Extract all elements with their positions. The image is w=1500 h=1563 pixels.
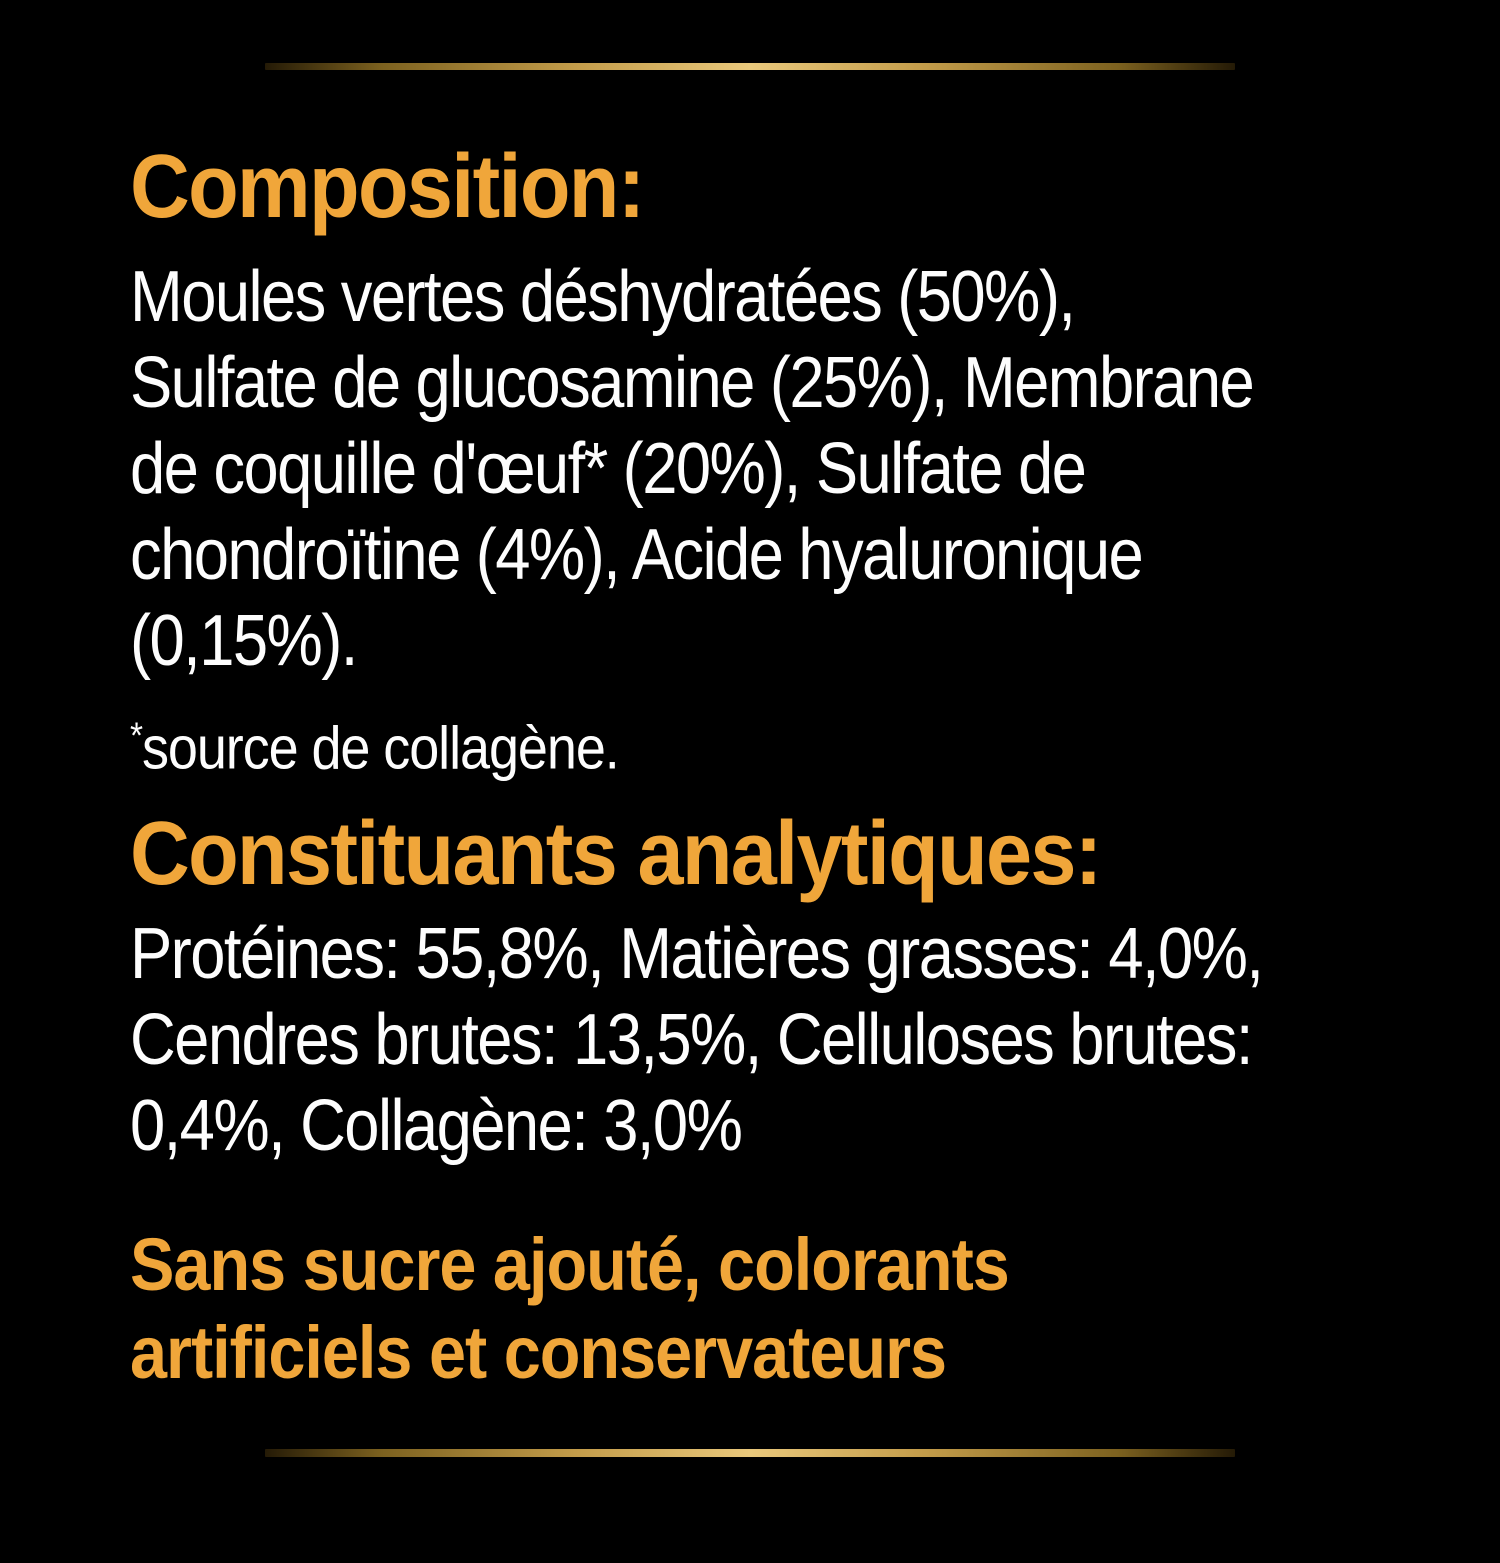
- label-panel: [0, 63, 1500, 1457]
- ingredients-line-5: (0,15%).: [130, 601, 357, 681]
- composition-heading: Composition:: [130, 137, 644, 237]
- analytical-line-1: Protéines: 55,8%, Matières grasses: 4,0%,: [130, 914, 1263, 995]
- divider-bottom: [265, 1449, 1235, 1457]
- analytical-constituents: [130, 911, 1309, 1169]
- divider-top: [265, 63, 1235, 70]
- ingredients-line-4: chondroïtine (4%), Acide hyaluronique: [130, 515, 1143, 595]
- ingredients-line-1: Moules vertes déshydratées (50%),: [130, 257, 1075, 337]
- ingredients-line-3: de coquille d'œuf* (20%), Sulfate de: [130, 429, 1086, 509]
- composition-ingredients: [130, 254, 1309, 684]
- no-additives-claim: [130, 1221, 1336, 1397]
- claim-line-1: Sans sucre ajouté, colorants: [130, 1223, 1009, 1307]
- analytical-heading: Constituants analytiques:: [130, 804, 1101, 905]
- ingredients-line-2: Sulfate de glucosamine (25%), Membrane: [130, 343, 1254, 423]
- footnote-text: source de collagène.: [141, 714, 619, 782]
- footnote-asterisk: *: [130, 714, 142, 756]
- label-content: [0, 137, 1500, 1397]
- analytical-line-3: 0,4%, Collagène: 3,0%: [130, 1086, 742, 1167]
- collagen-footnote: [130, 699, 1336, 784]
- analytical-line-2: Cendres brutes: 13,5%, Celluloses brutes:: [130, 1000, 1252, 1081]
- claim-line-2: artificiels et conservateurs: [130, 1311, 947, 1395]
